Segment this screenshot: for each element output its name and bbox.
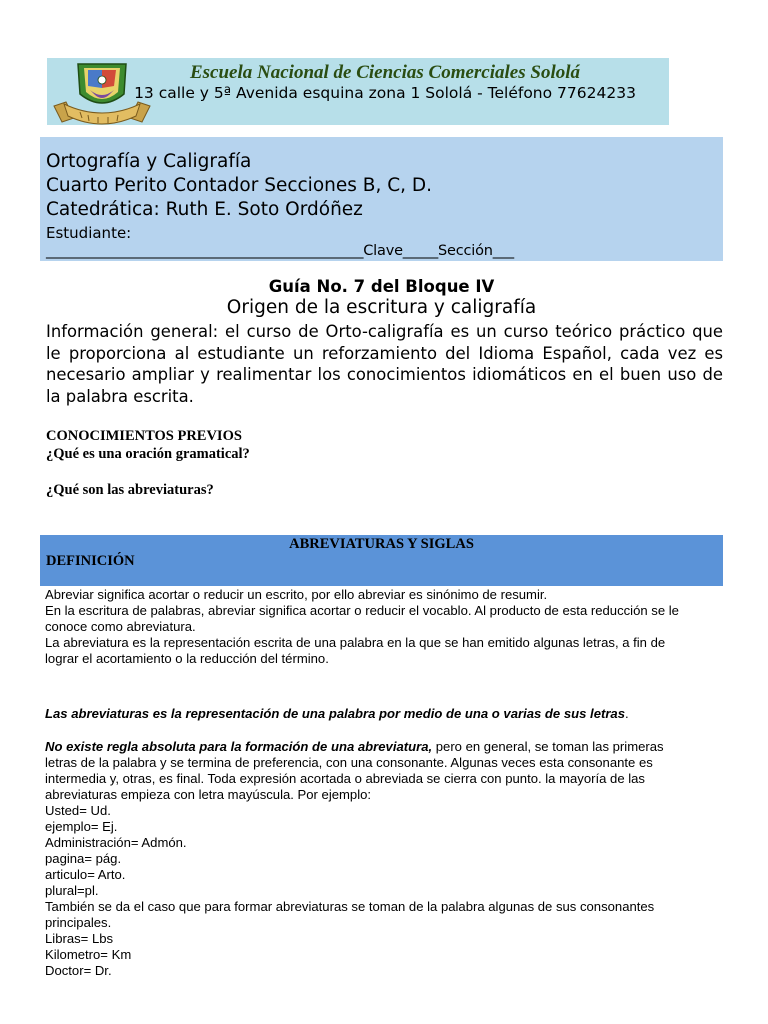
example-item: pagina= pág. <box>45 851 122 866</box>
text-line: También se da el caso que para formar abreviaturas se toman de la palabra algunas de sus consonantes <box>45 899 655 914</box>
school-address: 13 calle y 5ª Avenida esquina zona 1 Sololá - Teléfono 77624233 <box>134 84 636 102</box>
school-name: Escuela Nacional de Ciencias Comerciales Sololá <box>189 62 581 83</box>
example-item: articulo= Arto. <box>45 867 126 882</box>
period: . <box>625 706 629 721</box>
guide-subtitle: Origen de la escritura y caligrafía <box>226 297 537 318</box>
prior-question-2: ¿Qué son las abreviaturas? <box>46 482 214 498</box>
example-item: Doctor= Dr. <box>45 963 112 978</box>
course-subject: Ortografía y Caligrafía <box>46 151 252 172</box>
example-item: ejemplo= Ej. <box>45 819 118 834</box>
example-item: Usted= Ud. <box>45 803 111 818</box>
rules-paragraph <box>45 722 725 979</box>
text-line: Abreviar significa acortar o reducir un escrito, por ello abreviar es sinónimo de resumir. <box>45 587 548 602</box>
text-line: letras de la palabra y se termina de preferencia, con una consonante. Algunas veces esta consonante es <box>45 755 653 770</box>
definition-paragraph <box>45 587 725 667</box>
text-line: lograr el acortamiento o la reducción del término. <box>45 651 329 666</box>
text-line: En la escritura de palabras, abreviar significa acortar o reducir el vocablo. Al producto de esta reducción se le <box>45 603 679 618</box>
student-fill-line: _____________________________________________Clave_____Sección___ <box>46 243 514 259</box>
text-line: principales. <box>45 915 112 930</box>
general-info-paragraph: Información general: el curso de Orto-caligrafía es un curso teórico práctico que le proporciona al estudiante un reforzamiento del Idioma Español, cada vez es necesario ampliar y realimentar los conocimientos idiomáticos en el buen uso de la palabra escrita. <box>46 322 723 406</box>
definition-label: DEFINICIÓN <box>46 553 135 569</box>
text-line: conoce como abreviatura. <box>45 619 196 634</box>
example-item: Administración= Admón. <box>45 835 187 850</box>
text-line: intermedia y, otras, es final. Toda expresión acortada o abreviada se cierra con punto. la mayoría de las <box>45 771 645 786</box>
guide-title: Guía No. 7 del Bloque IV <box>268 277 495 296</box>
example-item: plural=pl. <box>45 883 99 898</box>
example-item: Kilometro= Km <box>45 947 132 962</box>
course-teacher: Catedrática: Ruth E. Soto Ordóñez <box>46 199 363 220</box>
emphasis-paragraph <box>45 706 725 722</box>
prior-knowledge-heading: CONOCIMIENTOS PREVIOS <box>46 428 242 444</box>
text-line: pero en general, se toman las primeras <box>432 739 664 754</box>
text-line: abreviaturas empieza con letra mayúscula. Por ejemplo: <box>45 787 372 802</box>
course-grade: Cuarto Perito Contador Secciones B, C, D. <box>46 175 433 196</box>
section-title: ABREVIATURAS Y SIGLAS <box>289 536 474 552</box>
example-item: Libras= Lbs <box>45 931 114 946</box>
emphasis-text: Las abreviaturas es la representación de una palabra por medio de una o varias de sus letras <box>45 706 625 721</box>
text-line: La abreviatura es la representación escrita de una palabra en la que se han emitido algunas letras, a fin de <box>45 635 666 650</box>
rule-emphasis: No existe regla absoluta para la formación de una abreviatura, <box>45 739 433 754</box>
prior-question-1: ¿Qué es una oración gramatical? <box>46 446 250 462</box>
student-label: Estudiante: <box>46 224 132 242</box>
